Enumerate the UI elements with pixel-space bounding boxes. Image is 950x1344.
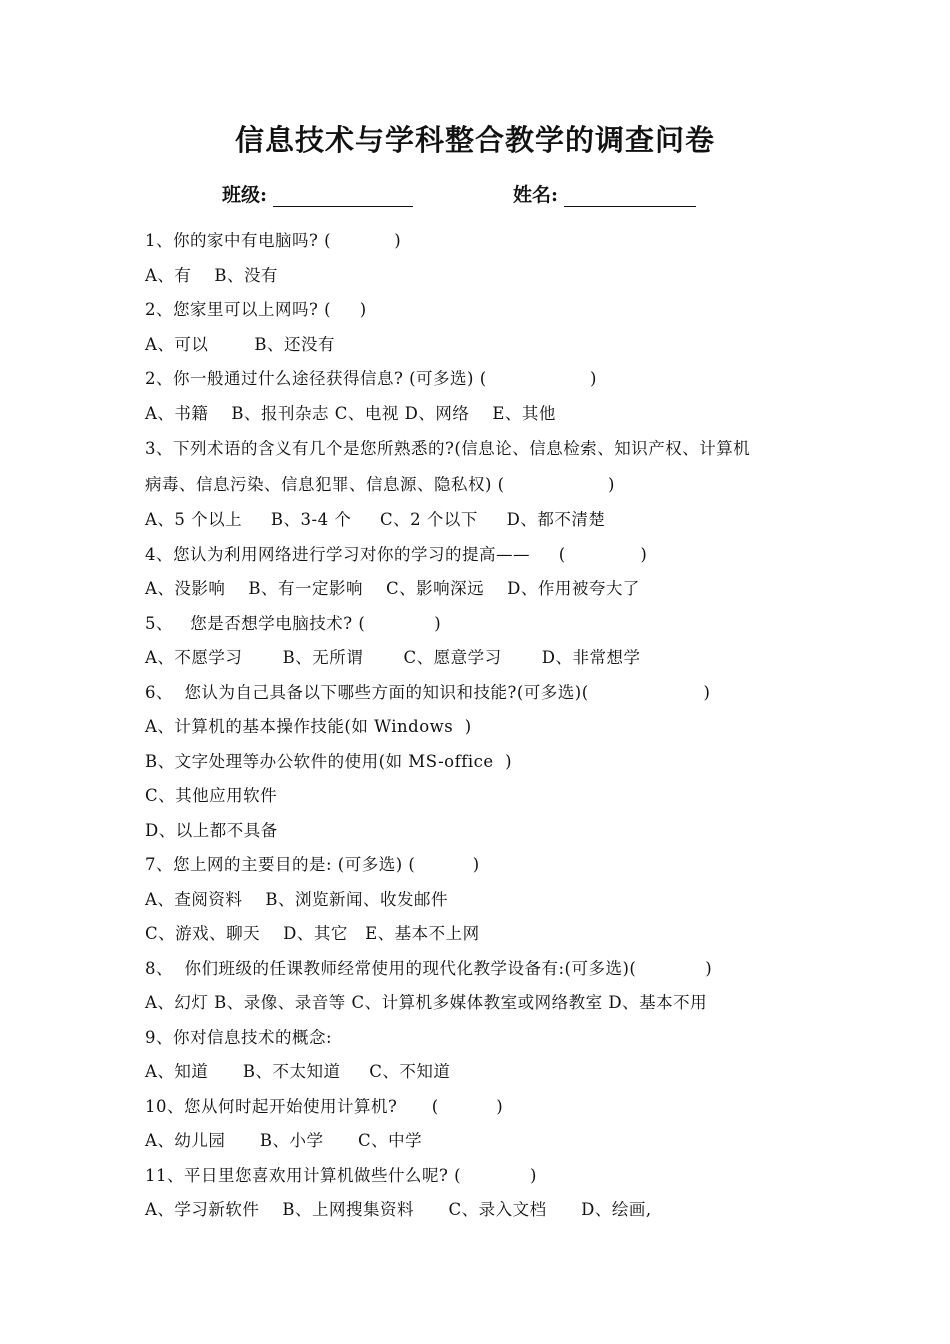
text-line: A、5 个以上 B、3-4 个 C、2 个以下 D、都不清楚 bbox=[145, 510, 606, 529]
text-line: A、查阅资料 B、浏览新闻、收发邮件 bbox=[145, 889, 449, 909]
text-line: 8、 你们班级的任课教师经常使用的现代化教学设备有:(可多选)( ) bbox=[145, 958, 713, 978]
text-line: 9、你对信息技术的概念: bbox=[145, 1027, 333, 1047]
text-line: C、游戏、聊天 D、其它 E、基本不上网 bbox=[145, 924, 480, 943]
text-line: A、幻灯 B、录像、录音等 C、计算机多媒体教室或网络教室 D、基本不用 bbox=[145, 993, 708, 1012]
text-line: A、不愿学习 B、无所谓 C、愿意学习 D、非常想学 bbox=[145, 648, 641, 667]
text-line: 1、你的家中有电脑吗? ( ) bbox=[145, 231, 402, 250]
name-blank-line bbox=[564, 184, 696, 207]
class-field bbox=[222, 180, 413, 207]
text-line: A、学习新软件 B、上网搜集资料 C、录入文档 D、绘画, bbox=[145, 1200, 652, 1219]
text-line: B、文字处理等办公软件的使用(如 MS-office ) bbox=[145, 751, 513, 771]
name-field bbox=[513, 180, 696, 207]
questionnaire-body bbox=[145, 224, 835, 1228]
text-line: C、其他应用软件 bbox=[145, 786, 278, 805]
text-line: 4、您认为利用网络进行学习对你的学习的提高—— ( ) bbox=[145, 544, 648, 564]
class-blank-line bbox=[273, 184, 413, 207]
text-line: 2、您家里可以上网吗? ( ) bbox=[145, 300, 367, 319]
text-line: 7、您上网的主要目的是: (可多选) ( ) bbox=[145, 855, 480, 874]
text-line: A、没影响 B、有一定影响 C、影响深远 D、作用被夸大了 bbox=[145, 579, 640, 598]
text-line: A、知道 B、不太知道 C、不知道 bbox=[145, 1062, 451, 1081]
page-title: 信息技术与学科整合教学的调查问卷 bbox=[234, 123, 715, 157]
text-line: 病毒、信息污染、信息犯罪、信息源、隐私权) ( ) bbox=[145, 475, 615, 494]
text-line: A、有 B、没有 bbox=[145, 265, 279, 285]
text-line: 2、你一般通过什么途径获得信息? (可多选) ( ) bbox=[145, 369, 597, 388]
text-line: 5、 您是否想学电脑技术? ( ) bbox=[145, 613, 442, 633]
text-line: A、计算机的基本操作技能(如 Windows ) bbox=[145, 717, 472, 736]
text-line: D、以上都不具备 bbox=[145, 820, 278, 840]
text-line: 11、平日里您喜欢用计算机做些什么呢? ( ) bbox=[145, 1165, 537, 1185]
text-line: 10、您从何时起开始使用计算机? ( ) bbox=[145, 1096, 504, 1116]
name-label: 姓名: bbox=[513, 184, 559, 206]
text-line: A、幼儿园 B、小学 C、中学 bbox=[145, 1131, 423, 1150]
text-line: A、书籍 B、报刊杂志 C、电视 D、网络 E、其他 bbox=[145, 403, 556, 423]
text-line: A、可以 B、还没有 bbox=[145, 334, 335, 354]
text-line: 6、 您认为自己具备以下哪些方面的知识和技能?(可多选)( ) bbox=[145, 682, 711, 702]
class-label: 班级: bbox=[222, 184, 268, 206]
text-line: 3、下列术语的含义有几个是您所熟悉的?(信息论、信息检索、知识产权、计算机 bbox=[145, 439, 751, 458]
